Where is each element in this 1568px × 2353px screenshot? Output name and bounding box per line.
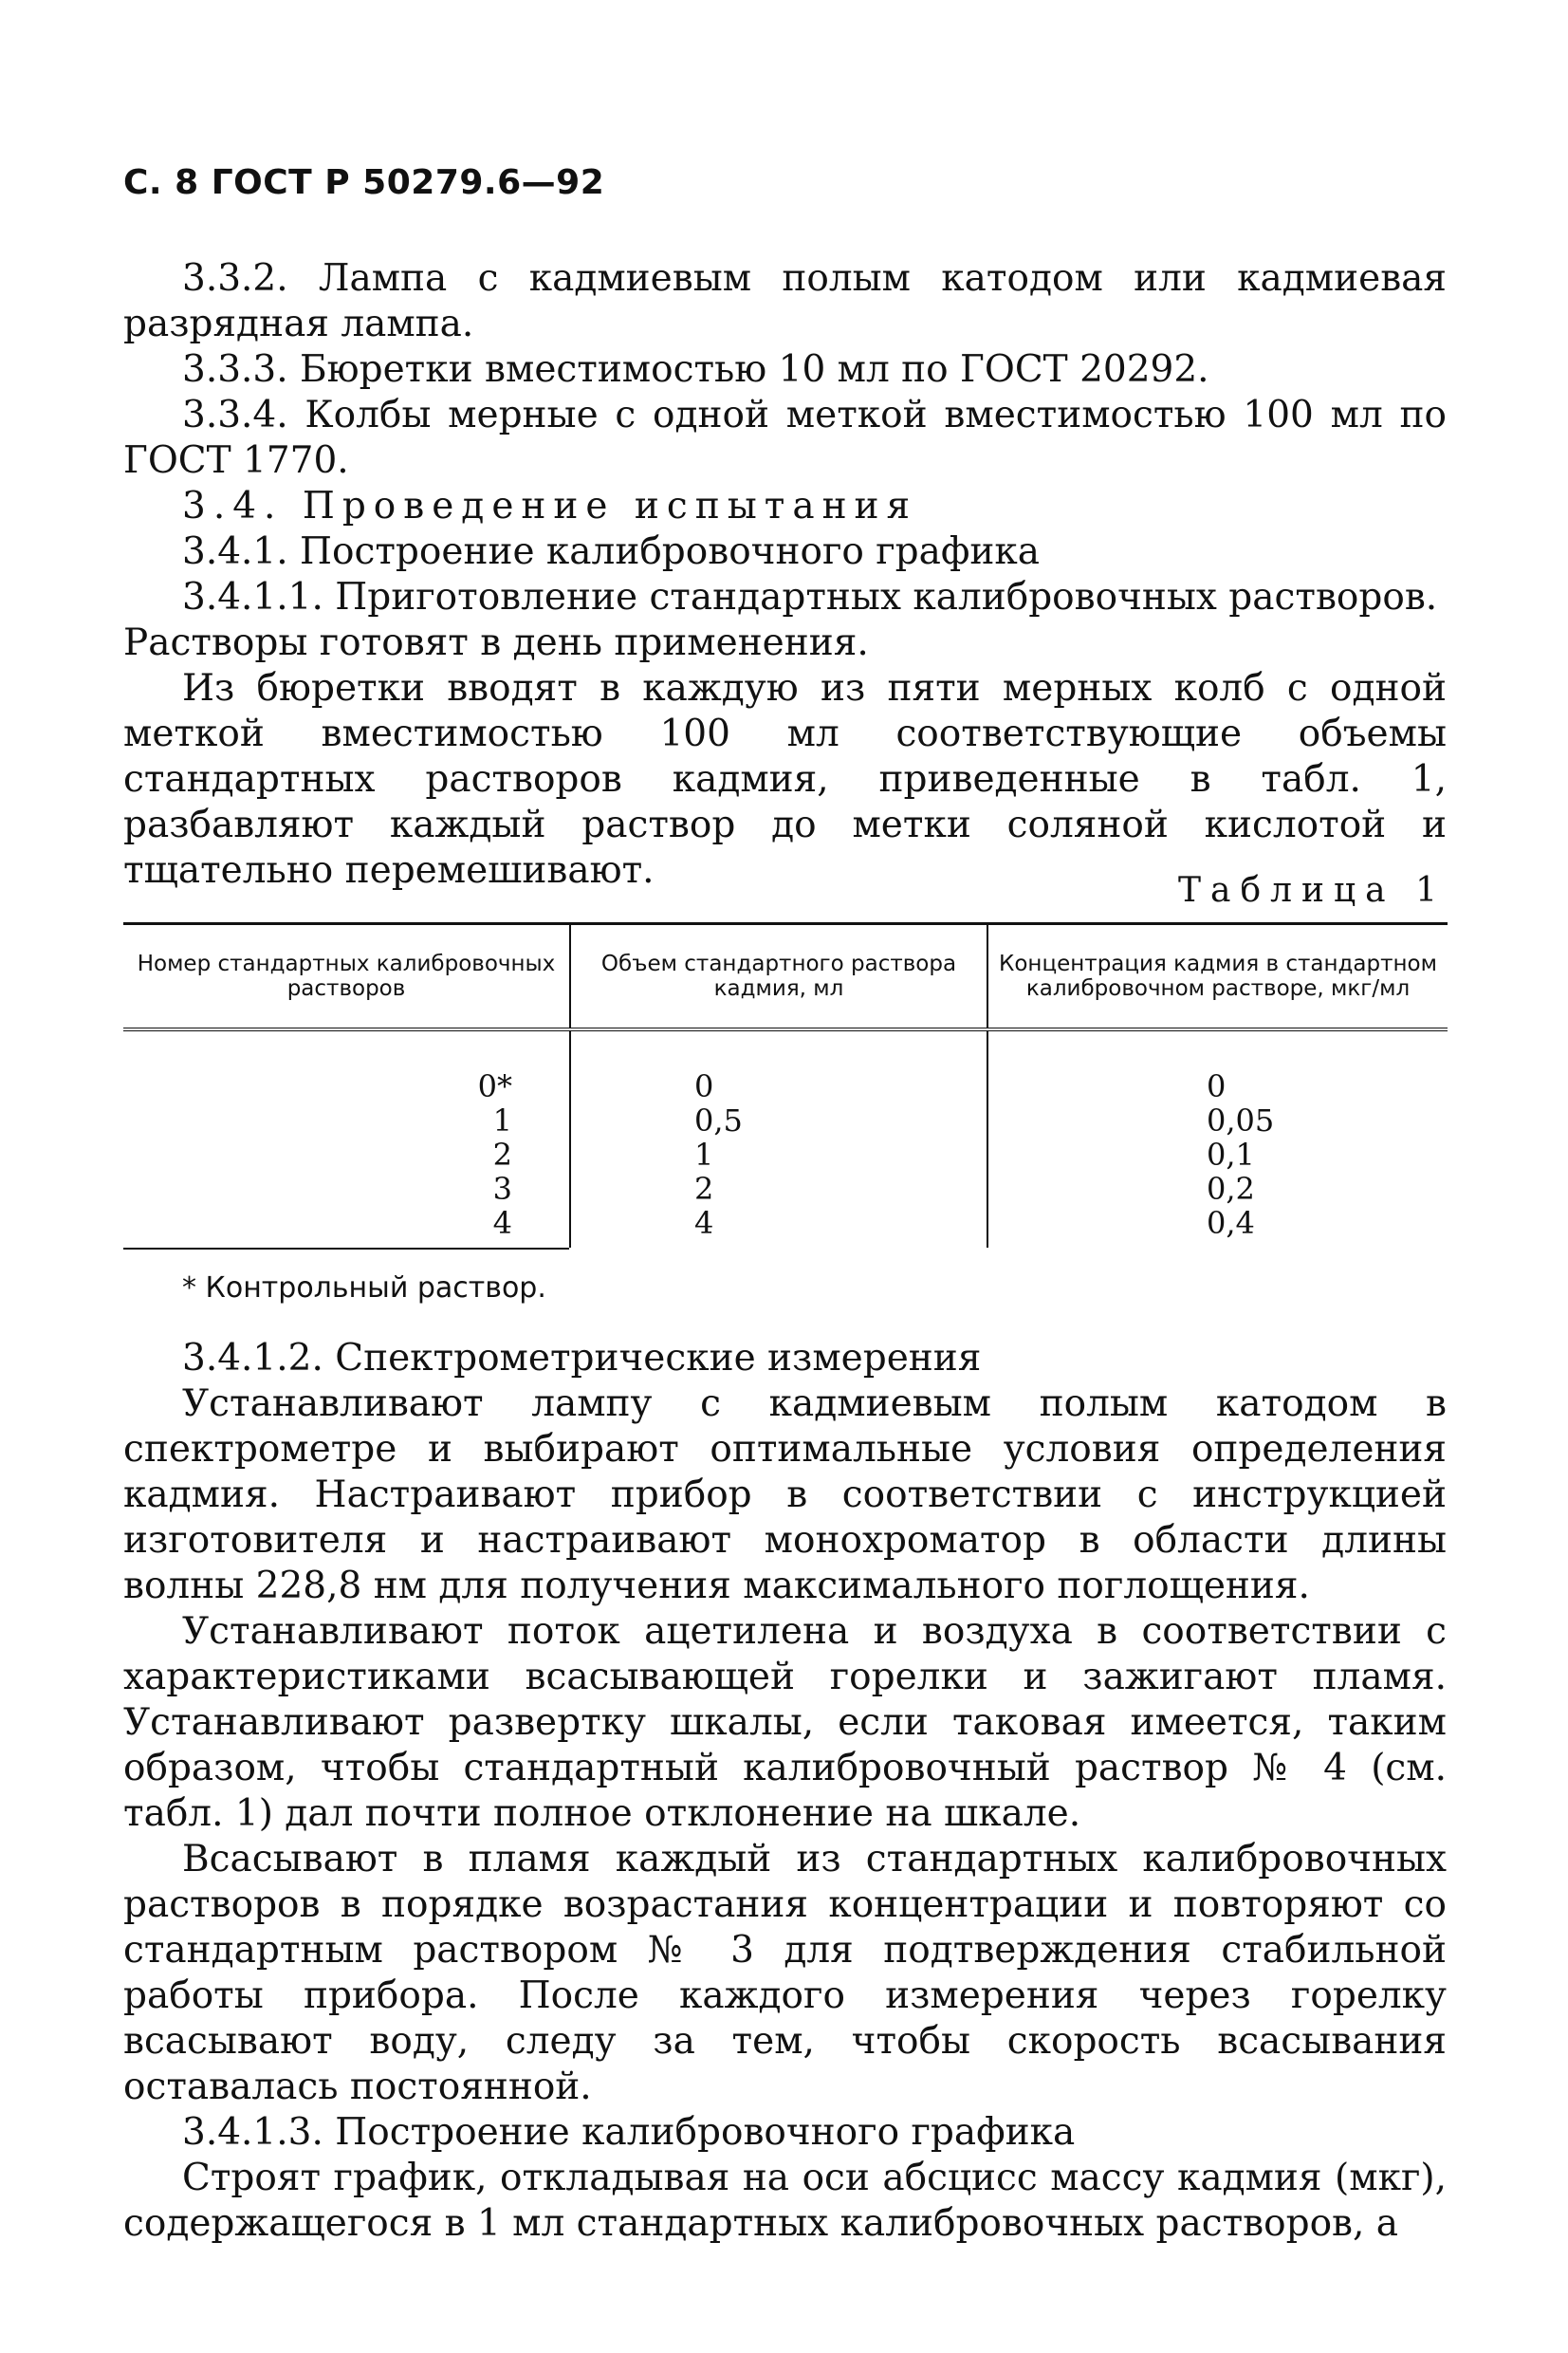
header-volume: Объем стандартного раствора кадмия, мл [569, 925, 987, 1028]
text-block-lower [123, 1336, 1447, 2247]
para-3-3-2: 3.3.2. Лампа с кадмиевым полым катодом или кадмиевая разрядная лампа. [123, 257, 1447, 345]
table-cell: 4 [694, 1205, 714, 1241]
table-header-row [123, 925, 1448, 1028]
page-header: С. 8 ГОСТ Р 50279.6—92 [123, 163, 605, 202]
table-bottom-rule [123, 1248, 569, 1250]
para-3-3-4: 3.3.4. Колбы мерные с одной меткой вместимостью 100 мл по ГОСТ 1770. [123, 394, 1447, 482]
table-cell: 0,1 [1207, 1137, 1255, 1173]
section-heading-3-4: 3.4. Проведение испытания [182, 485, 918, 528]
column-volume [569, 1031, 987, 1248]
para-3-3-3: 3.3.3. Бюретки вместимостью 10 мл по ГОСТ 20292. [182, 348, 1209, 391]
subsection-heading-3-4-1-3: 3.4.1.3. Построение калибровочного графика [182, 2111, 1076, 2154]
column-concentration [987, 1031, 1448, 1248]
para-build-graph: Строят график, откладывая на оси абсцисс массу кадмия (мкг), содержащегося в 1 мл стандартных калибровочных растворов, а [123, 2157, 1447, 2245]
text-block-upper [123, 256, 1447, 894]
para-install-lamp: Устанавливают лампу с кадмиевым полым катодом в спектрометре и выбирают оптимальные условия определения кадмия. Настраивают прибор в соответствии с инструкцией изготовителя и настраивают монохроматор в области длины волны 228,8 нм для получения максимального поглощения. [123, 1382, 1447, 1607]
para-acetylene-flow: Устанавливают поток ацетилена и воздуха в соответствии с характеристиками всасывающей горелки и зажигают пламя. Устанавливают развертку шкалы, если таковая имеется, таким образом, чтобы стандартный калибровочный раствор № 4 (см. табл. 1) дал почти полное отклонение на шкале. [123, 1610, 1447, 1835]
table-caption: Таблица 1 [1178, 871, 1447, 910]
subsection-heading-3-4-1-2: 3.4.1.2. Спектрометрические измерения [182, 1337, 982, 1380]
table-cell: 0 [694, 1068, 714, 1104]
table-cell: 4 [492, 1205, 512, 1241]
header-concentration: Концентрация кадмия в стандартном калибровочном растворе, мкг/мл [987, 925, 1448, 1028]
table-cell: 0,5 [694, 1102, 743, 1139]
table-cell: 0* [477, 1068, 512, 1104]
table-cell: 0,05 [1207, 1102, 1275, 1139]
para-3-4-1-1: 3.4.1.1. Приготовление стандартных калибровочных растворов. [182, 576, 1438, 619]
table-cell: 1 [492, 1102, 512, 1139]
table-cell: 0,2 [1207, 1171, 1255, 1207]
para-solutions-prepared: Растворы готовят в день применения. [123, 621, 869, 664]
table-cell: 1 [694, 1137, 714, 1173]
header-solution-number: Номер стандартных калибровочных растворов [137, 952, 556, 1001]
para-burette-procedure: Из бюретки вводят в каждую из пяти мерных колб с одной меткой вместимостью 100 мл соответствующие объемы стандартных растворов кадмия, приведенные в табл. 1, разбавляют каждый раствор до метки соляной кислотой и тщательно перемешивают. [123, 667, 1447, 892]
subsection-heading-3-4-1: 3.4.1. Построение калибровочного графика [182, 530, 1041, 573]
calibration-table [123, 922, 1448, 1250]
table-cell: 0,4 [1207, 1205, 1255, 1241]
column-solution-number [123, 1031, 569, 1248]
table-cell: 3 [492, 1171, 512, 1207]
table-body [123, 1031, 1448, 1248]
para-aspirate-solutions: Всасывают в пламя каждый из стандартных калибровочных растворов в порядке возрастания концентрации и повторяют со стандартным раствором № 3 для подтверждения стабильной работы прибора. После каждого измерения через горелку всасывают воду, следу за тем, чтобы скорость всасывания оставалась постоянной. [123, 1838, 1447, 2108]
table-footnote: * Контрольный раствор. [182, 1271, 546, 1305]
table-cell: 0 [1207, 1068, 1227, 1104]
table-cell: 2 [492, 1137, 512, 1173]
table-cell: 2 [694, 1171, 714, 1207]
